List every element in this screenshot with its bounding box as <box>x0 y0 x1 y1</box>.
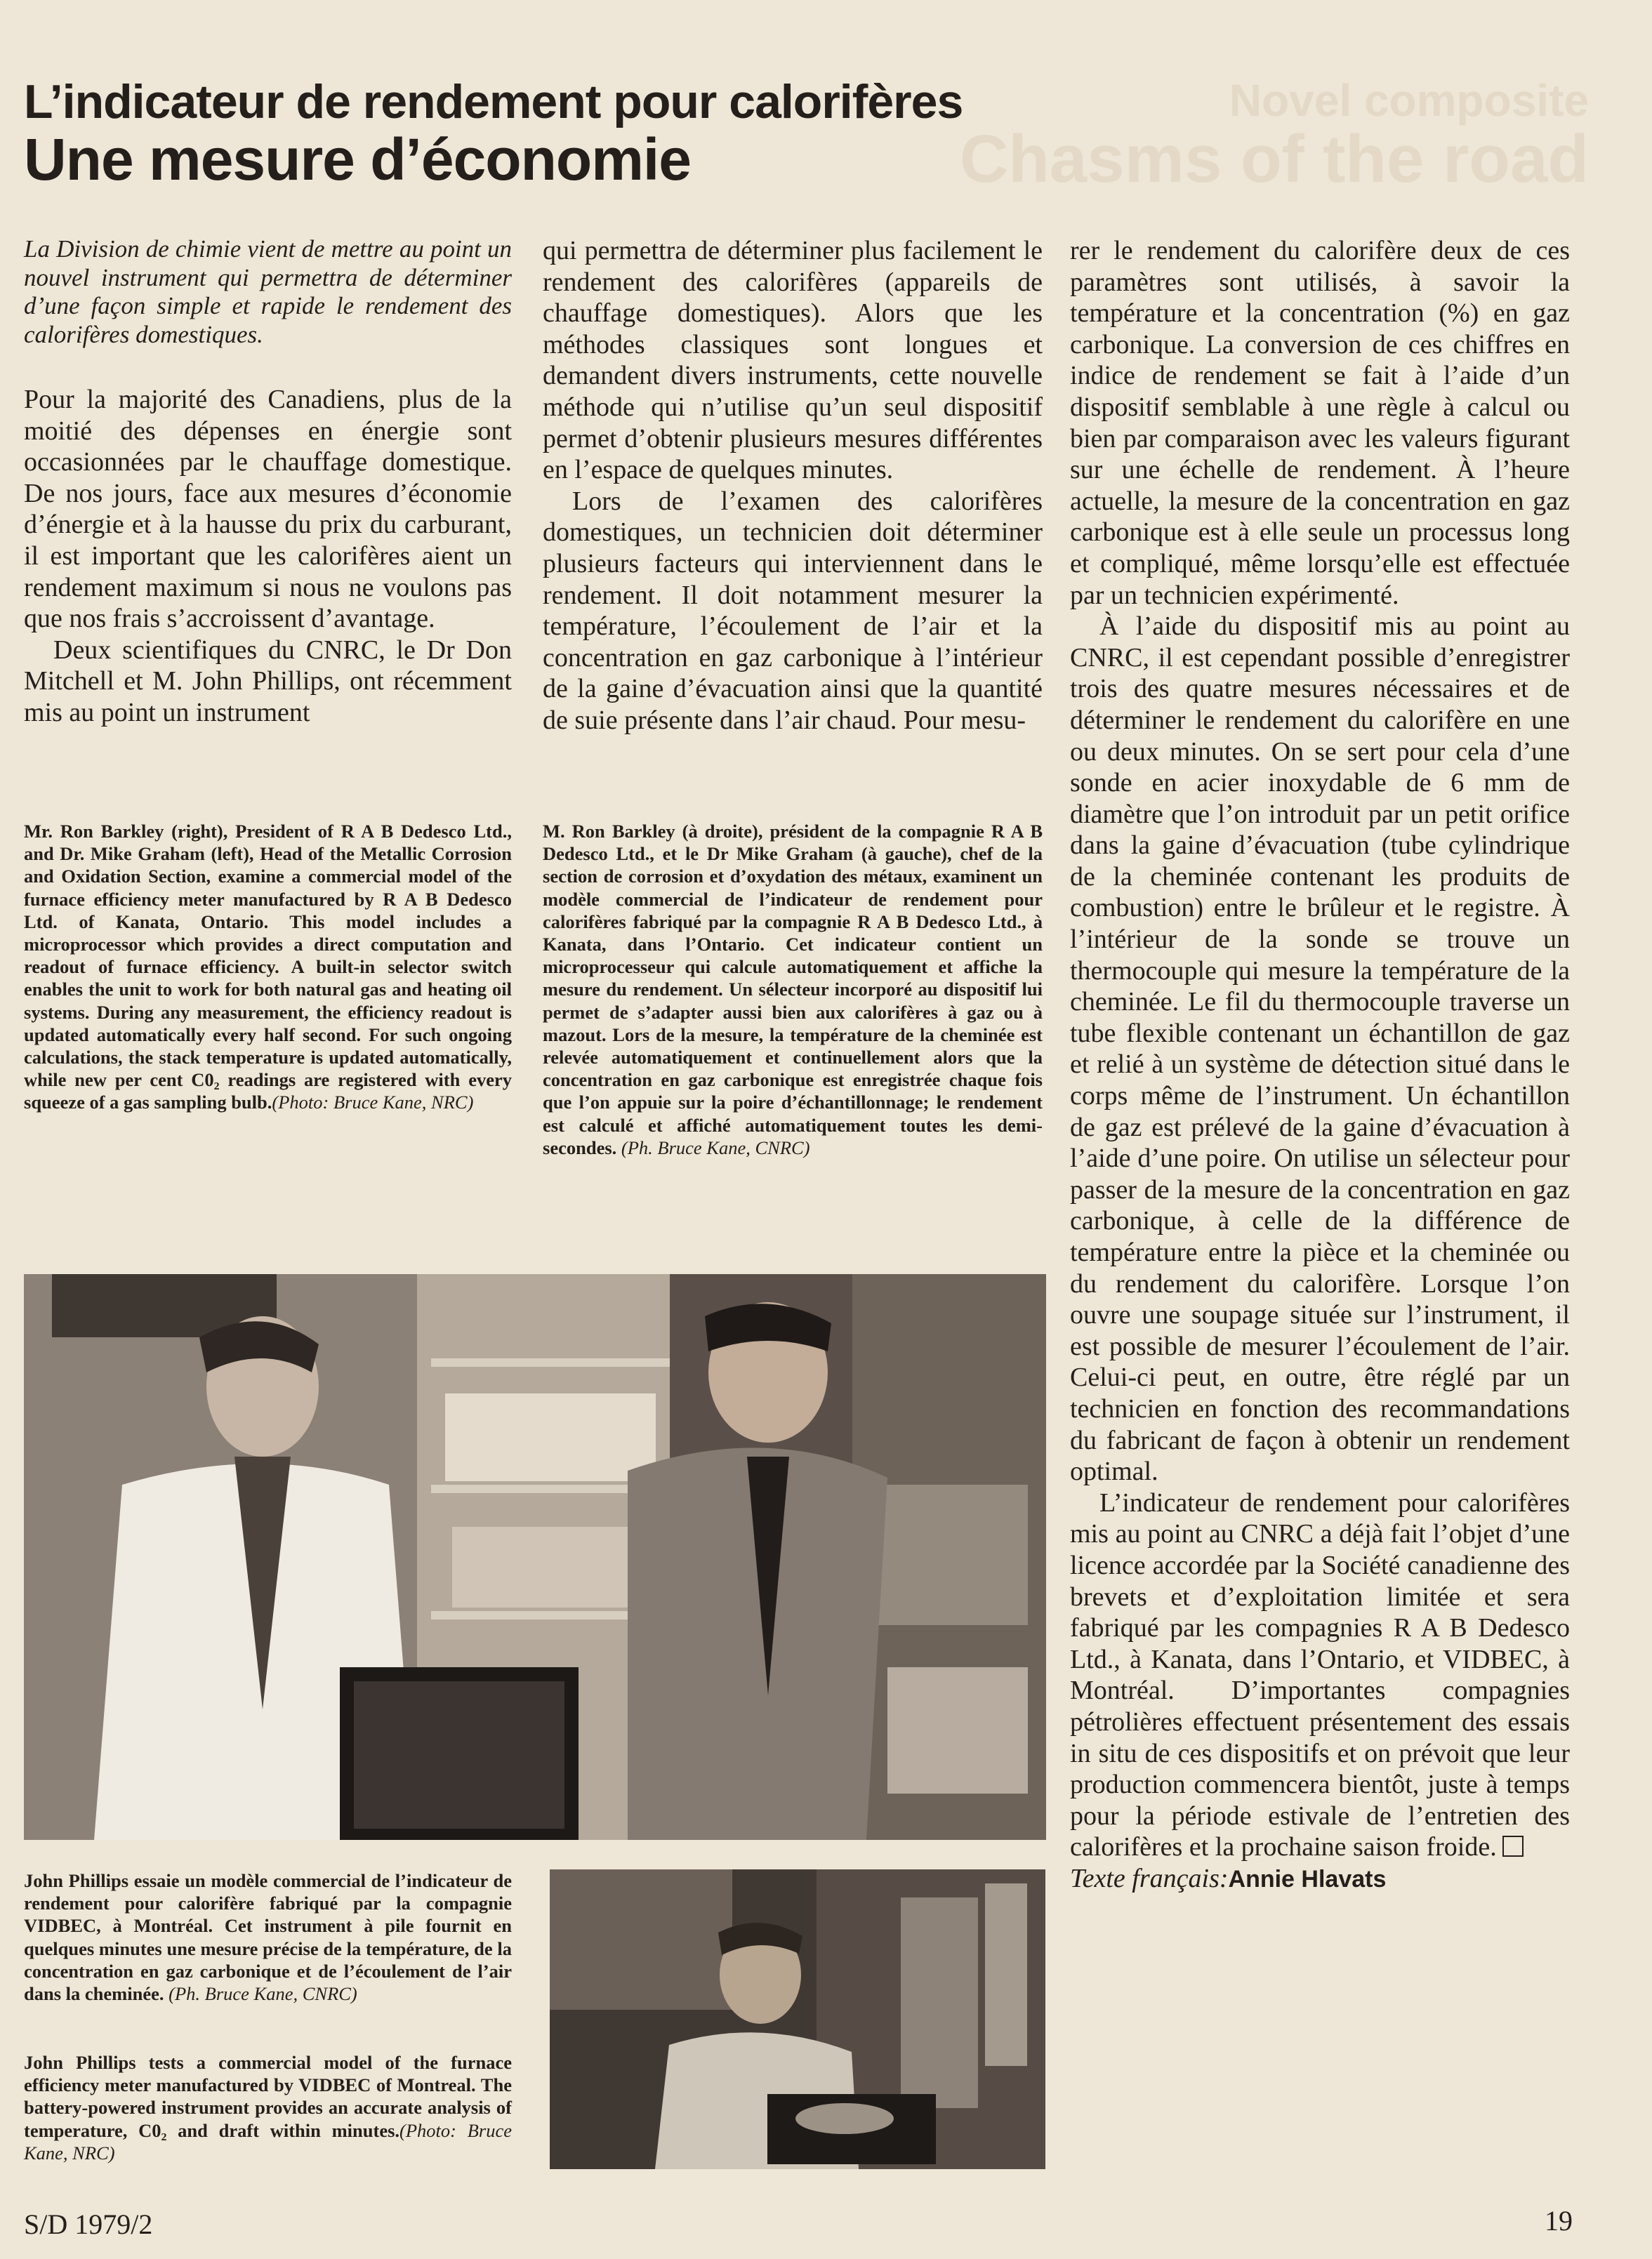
caption-text: John Phillips essaie un modèle commercial de l’indicateur de rendement pour calorifère fabriqué par la compagnie VIDBEC, à Montréal. Cet instrument à pile fournit en quelques minutes une mesure précise de la température, de la concentration en gaz carbonique et de l’écoulement de l’air dans la cheminée. <box>24 1870 512 2005</box>
body-paragraph: rer le rendement du calorifère deux de ces paramètres sont utilisés, à savoir la température et la concentration (%) en gaz carbonique. La conversion de ces chiffres en indice de rendement se fait à l’aide d’un dispositif semblable à une règle à calcul ou bien par comparaison avec les valeurs figurant sur une échelle de rendement. À l’heure actuelle, la mesure de la concentration en gaz carbonique est à elle seule un processus long et compliqué, même lorsqu’elle est effectuée par un technicien expérimenté. <box>1070 236 1570 610</box>
caption-text: Mr. Ron Barkley (right), President of R A B Dedesco Ltd., and Dr. Mike Graham (left), Head of the Metallic Corrosion and Oxidation Section, examine a commercial model of the furnace efficiency meter manufactured by R A B Dedesco Ltd. of Kanata, Ontario. This model includes a microprocessor which provides a direct computation and readout of furnace efficiency. A built-in selector switch enables the unit to work for both natural gas and heating oil systems. During any measurement, the efficiency readout is updated automatically every half second. For such ongoing calculations, the stack temperature is updated automatically, while new per cent C0₂ readings are registered with every squeeze of a gas sampling bulb. <box>24 821 512 1113</box>
headline-title: Une mesure d’économie <box>24 126 691 192</box>
photo-credit: (Ph. Bruce Kane, CNRC) <box>621 1137 810 1158</box>
body-paragraph: qui permettra de déterminer plus facilement le rendement des calorifères (appareils de chauffage domestiques). Alors que les méthodes classiques sont longues et demandent divers instruments, cette nouvelle méthode qui n’utilise qu’un seul dispositif permet d’obtenir plusieurs mesures différentes en l’espace de quelques minutes. <box>543 236 1043 485</box>
article-headline <box>24 76 963 190</box>
caption-text: John Phillips tests a commercial model of the furnace efficiency meter manufactured by VIDBEC of Montreal. The battery-powered instrument provides an accurate analysis of temperature, C0₂ and draft within minutes. <box>24 2052 512 2141</box>
photo-caption-french <box>24 1869 512 2005</box>
body-paragraph: À l’aide du dispositif mis au point au CNRC, il est cependant possible d’enregistrer trois des quatre mesures nécessaires et de déterminer le rendement du calorifère en une ou deux minutes. On se sert pour cela d’une sonde en acier inoxydable de 6 mm de diamètre que l’on introduit par un petit orifice dans la gaine d’évacuation (tube cylindrique de la cheminée contenant les produits de combustion) entre le brûleur et le registre. À l’intérieur de la sonde se trouve un thermocouple qui mesure la température de la cheminée. Le fil du thermocouple traverse un tube flexible contenant un échantillon de gaz et relié à un système de détection situé dans le corps même de l’instrument. Un échantillon de gaz est prélevé de la gaine d’évacuation à l’aide d’une poire. On utilise un sélecteur pour passer de la mesure de la concentration en gaz carbonique, à celle de la différence de température entre la pièce et la cheminée ou du rendement du calorifère. Lorsque l’on ouvre une soupage située sur l’instrument, il est possible de mesurer l’écoulement de l’air. Celui-ci peut, en outre, être réglé par un technicien en fonction des recommandations du fabricant de façon à obtenir un rendement optimal. <box>1070 611 1570 1487</box>
headline-kicker: L’indicateur de rendement pour calorifères <box>24 75 963 128</box>
translation-credit <box>1070 1863 1570 1895</box>
photo-image <box>24 1274 1046 1840</box>
page-number: 19 <box>1545 2205 1573 2237</box>
caption-text: M. Ron Barkley (à droite), président de la compagnie R A B Dedesco Ltd., et le Dr Mike Graham (à gauche), chef de la section de corrosion et d’oxydation des métaux, examinent un modèle commercial de l’indicateur de rendement pour calorifères fabriqué par la compagnie R A B Dedesco Ltd., à Kanata, dans l’Ontario. Cet indicateur contient un microprocesseur qui calcule automatiquement et affiche la mesure du rendement. Un sélecteur incorporé au dispositif lui permet de s’adapter aussi bien aux calorifères à gaz ou à mazout. Lors de la mesure, la température de la cheminée est relevée automatiquement et continuellement alors que la concentration en gaz carbonique est enregistrée chaque fois que l’on appuie sur la poire d’échantillonnage; le rendement est calculé et affiché automatiquement toutes les demi-secondes. <box>543 821 1043 1158</box>
photo-credit: (Ph. Bruce Kane, CNRC) <box>168 1983 357 2005</box>
photo-credit: (Photo: Bruce Kane, NRC) <box>272 1092 474 1113</box>
body-paragraph: Lors de l’examen des calorifères domestiques, un technicien doit déterminer plusieurs facteurs qui interviennent dans le rendement. Il doit notamment mesurer la température, l’écoulement de l’air et la concentration en gaz carbonique à l’intérieur de la gaine d’évacuation ainsi que la quantité de suie présente dans l’air chaud. Pour mesu- <box>543 486 1043 735</box>
photo-caption-french <box>543 820 1043 1159</box>
translator-name: Annie Hlavats <box>1228 1865 1387 1893</box>
bleed-through-text <box>960 77 1589 195</box>
closing-paragraph-text: L’indicateur de rendement pour calorifères mis au point au CNRC a déjà fait l’objet d’une licence accordée par la Société canadienne des brevets et d’exploitation limitée et sera fabriqué par les compagnies R A B Dedesco Ltd., à Kanata, dans l’Ontario, et VIDBEC, à Montréal. D’importantes compagnies pétrolières effectuent présentement des essais in situ de ces dispositifs et on prévoit que leur production commencera bientôt, juste à temps pour la période estivale de l’entretien des calorifères et la prochaine saison froide. <box>1070 1488 1570 1862</box>
column-1 <box>24 235 512 729</box>
column-3 <box>1070 235 1570 1895</box>
photo-two-men-with-meter <box>24 1274 1046 1840</box>
bleed-through-line-2: Chasms of the road <box>959 121 1589 197</box>
translation-label: Texte français: <box>1070 1863 1229 1893</box>
photo-john-phillips-testing <box>550 1869 1045 2169</box>
lead-paragraph: La Division de chimie vient de mettre au point un nouvel instrument qui permettra de déterminer d’une façon simple et rapide le rendement des calorifères domestiques. <box>24 235 512 348</box>
photo-credit: (Photo: Bruce Kane, NRC) <box>24 2119 512 2164</box>
photo-image <box>550 1869 1045 2169</box>
body-paragraph <box>1070 1488 1570 1863</box>
column-2 <box>543 235 1043 736</box>
bleed-through-line-1: Novel composite <box>1229 75 1589 126</box>
issue-label: S/D 1979/2 <box>24 2208 153 2240</box>
photo-caption-english <box>24 820 512 1114</box>
end-mark-icon <box>1502 1836 1524 1857</box>
body-paragraph: Pour la majorité des Canadiens, plus de la moitié des dépenses en énergie sont occasionnées par le chauffage domestique. De nos jours, face aux mesures d’économie d’énergie et à la hausse du prix du carburant, il est important que les calorifères aient un rendement maximum si nous ne voulons pas que nos frais s’accroissent d’avantage. <box>24 385 512 634</box>
photo-caption-english <box>24 2051 512 2164</box>
body-paragraph: Deux scientifiques du CNRC, le Dr Don Mitchell et M. John Phillips, ont récemment mis au point un instrument <box>24 635 512 727</box>
